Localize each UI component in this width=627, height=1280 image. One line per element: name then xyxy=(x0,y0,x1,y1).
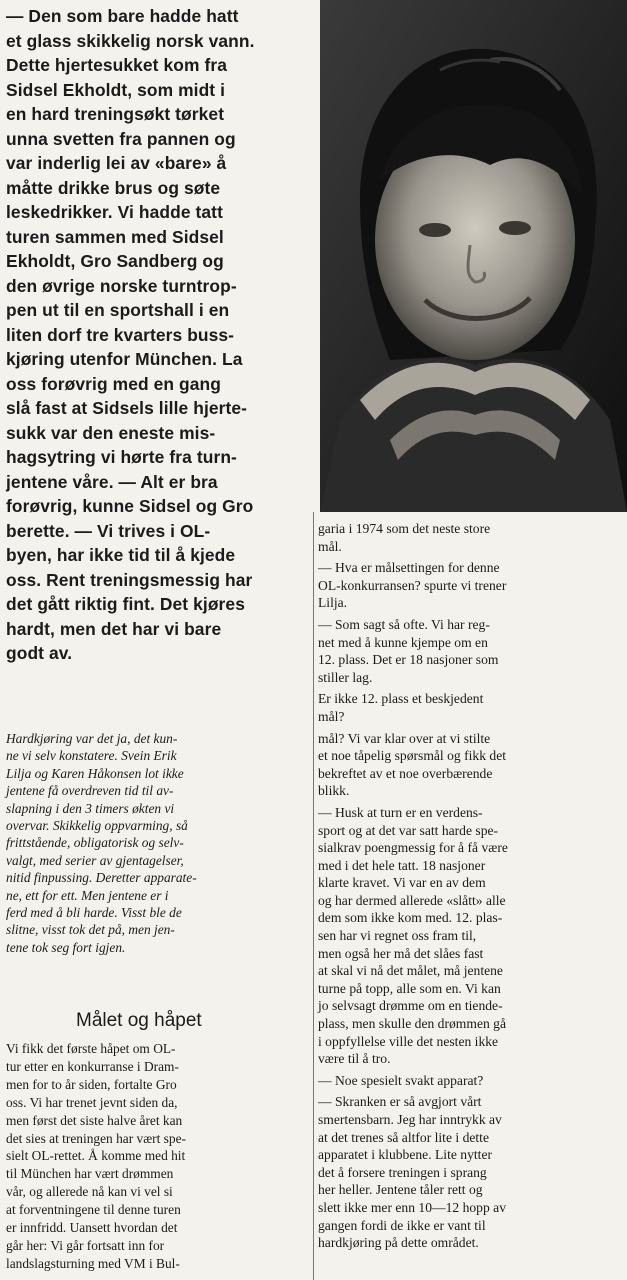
lede-line: forøvrig, kunne Sidsel og Gro xyxy=(6,496,254,516)
italic-line: nitid finpussing. Deretter apparate- xyxy=(6,870,197,886)
body-line: oss. Vi har trenet jevnt siden da, xyxy=(6,1094,178,1110)
right-body-text xyxy=(318,520,624,1252)
paragraph xyxy=(318,804,624,1068)
lede-line: måtte drikke brus og søte xyxy=(6,177,221,198)
body-line: — Hva er målsettingen for denne xyxy=(318,560,500,576)
paragraph xyxy=(318,690,624,725)
italic-line: frittstående, obligatorisk og selv- xyxy=(6,835,184,851)
body-line: hardkjøring på dette området. xyxy=(318,1235,479,1251)
lede-line: Ekholdt, Gro Sandberg og xyxy=(6,251,224,271)
lede-paragraph xyxy=(6,4,310,666)
body-line: det sies at treningen har vært spe- xyxy=(6,1130,186,1146)
lede-line: godt av. xyxy=(6,643,73,663)
body-line: sielt OL-rettet. Å komme med hit xyxy=(6,1148,186,1164)
body-line: apparatet i klubbene. Lite nytter xyxy=(318,1147,493,1163)
italic-line: valgt, med serier av gjentagelser, xyxy=(6,852,184,868)
italic-line: ferd med å bli harde. Visst ble de xyxy=(6,905,182,921)
lede-line: oss. Rent treningsmessig har xyxy=(6,569,253,590)
body-line: Er ikke 12. plass et beskjedent xyxy=(318,691,484,707)
body-line: går her: Vi går fortsatt inn for xyxy=(6,1237,165,1253)
lede-line: slå fast at Sidsels lille hjerte- xyxy=(6,398,248,418)
body-line: at skal vi nå det målet, må jentene xyxy=(318,963,503,979)
italic-line: slitne, visst tok det på, men jen- xyxy=(6,922,175,938)
body-line: det å forsere treningen i sprang xyxy=(318,1164,487,1180)
body-line: mål. xyxy=(318,538,342,554)
lede-line: Sidsel Ekholdt, som midt i xyxy=(6,79,226,100)
lede-line: den øvrige norske turntrop- xyxy=(6,275,237,296)
lede-line: oss forøvrig med en gang xyxy=(6,373,221,394)
italic-line: slapning i den 3 timers økten vi xyxy=(6,800,175,816)
lede-line: en hard treningsøkt tørket xyxy=(6,104,225,124)
body-line: sialkrav poengmessig for å få være xyxy=(318,840,508,856)
lede-line: unna svetten fra pannen og xyxy=(6,128,236,149)
body-line: plass, men skulle den drømmen gå xyxy=(318,1016,507,1032)
italic-line: ne vi selv konstatere. Svein Erik xyxy=(6,748,177,764)
body-line: til München har vært drømmen xyxy=(6,1166,174,1182)
body-line: at forventningene til denne turen xyxy=(6,1202,181,1218)
body-line: Vi fikk det første håpet om OL- xyxy=(6,1041,176,1056)
paragraph xyxy=(318,520,624,555)
body-line: blikk. xyxy=(318,783,350,799)
body-line: net med å kunne kjempe om en xyxy=(318,634,488,650)
italic-line: overvar. Skikkelig oppvarming, så xyxy=(6,818,188,834)
lede-line: Dette hjertesukket kom fra xyxy=(6,55,228,75)
left-body-text xyxy=(6,1040,310,1273)
lede-line: jentene våre. — Alt er bra xyxy=(6,471,218,492)
paragraph xyxy=(318,730,624,800)
body-line: slett ikke mer enn 10—12 hopp av xyxy=(318,1199,507,1215)
body-line: men først det siste halve året kan xyxy=(6,1112,183,1128)
body-line: garia i 1974 som det neste store xyxy=(318,521,491,536)
lede-line: pen ut til en sportshall i en xyxy=(6,300,230,320)
body-line: — Som sagt så ofte. Vi har reg- xyxy=(318,616,490,632)
body-line: i oppfyllelse ville det nesten ikke xyxy=(318,1033,499,1049)
body-line: men for to år siden, fortalte Gro xyxy=(6,1076,177,1092)
body-line: dem som ikke kom med. 12. plas- xyxy=(318,910,503,926)
body-line: at det trenes så altfor lite i dette xyxy=(318,1129,489,1145)
body-line: et noe tåpelig spørsmål og fikk det xyxy=(318,748,507,764)
body-line: — Noe spesielt svakt apparat? xyxy=(318,1072,484,1088)
lede-line: hagsytring vi hørte fra turn- xyxy=(6,447,237,467)
body-line: klarte kravet. Vi var en av dem xyxy=(318,875,486,891)
body-line: jo selvsagt drømme om en tiende- xyxy=(318,998,503,1014)
italic-line: ne, ett for ett. Men jentene er i xyxy=(6,887,169,903)
body-line: mål? Vi var klar over at vi stilte xyxy=(318,730,491,746)
body-line: sport og at det var satt harde spe- xyxy=(318,822,499,838)
lede-line: kjøring utenfor München. La xyxy=(6,349,243,369)
lede-line: var inderlig lei av «bare» å xyxy=(6,153,227,173)
body-line: er innfridd. Uansett hvordan det xyxy=(6,1220,178,1236)
italic-paragraph xyxy=(6,730,310,956)
lede-line: det gått riktig fint. Det kjøres xyxy=(6,594,245,614)
paragraph xyxy=(318,1072,624,1090)
body-line: her heller. Jentene tåler rett og xyxy=(318,1182,483,1198)
body-line: — Husk at turn er en verdens- xyxy=(318,804,483,820)
lede-line: byen, har ikke tid til å kjede xyxy=(6,545,236,565)
body-line: med i det hele tatt. 18 nasjoner xyxy=(318,857,486,873)
body-line: 12. plass. Det er 18 nasjoner som xyxy=(318,652,499,668)
body-line: tur etter en konkurranse i Dram- xyxy=(6,1058,179,1074)
body-line: sen har vi regnet oss fram til, xyxy=(318,928,477,944)
body-line: og har dermed allerede «slått» alle xyxy=(318,892,506,908)
body-line: smertensbarn. Jeg har inntrykk av xyxy=(318,1112,502,1127)
lede-line: sukk var den eneste mis- xyxy=(6,422,216,443)
lede-line: leskedrikker. Vi hadde tatt xyxy=(6,202,223,222)
lede-line: liten dorf tre kvarters buss- xyxy=(6,324,235,345)
lede-line: turen sammen med Sidsel xyxy=(6,226,224,247)
body-line: — Skranken er så avgjort vårt xyxy=(318,1094,482,1110)
body-line: stiller lag. xyxy=(318,669,373,685)
body-line: Lilja. xyxy=(318,595,348,611)
subheading: Målet og håpet xyxy=(76,1010,202,1031)
body-line: mål? xyxy=(318,708,345,724)
lede-line: hardt, men det har vi bare xyxy=(6,618,222,639)
body-line: vår, og allerede nå kan vi vel si xyxy=(6,1184,173,1200)
italic-line: jentene få overdreven tid til av- xyxy=(6,783,174,799)
body-line: turne på topp, alle som en. Vi kan xyxy=(318,980,501,996)
body-line: være til å tro. xyxy=(318,1051,391,1067)
paragraph xyxy=(318,1093,624,1251)
italic-line: tene tok seg fort igjen. xyxy=(6,939,126,955)
body-line: landslagsturning med VM i Bul- xyxy=(6,1255,180,1271)
paragraph xyxy=(318,559,624,612)
portrait-photo xyxy=(320,0,627,512)
italic-line: Hardkjøring var det ja, det kun- xyxy=(6,731,178,746)
lede-line: berette. — Vi trives i OL- xyxy=(6,520,211,541)
lede-line: et glass skikkelig norsk vann. xyxy=(6,30,255,51)
body-line: bekreftet av et noe overbærende xyxy=(318,765,493,781)
lede-line: — Den som bare hadde hatt xyxy=(6,6,239,26)
body-line: OL-konkurransen? spurte vi trener xyxy=(318,577,507,593)
body-line: gangen fordi de ikke er vant til xyxy=(318,1217,486,1233)
paragraph xyxy=(318,616,624,686)
column-rule xyxy=(313,512,314,1280)
body-line: men også her må det slåes fast xyxy=(318,945,484,961)
italic-line: Lilja og Karen Håkonsen lot ikke xyxy=(6,765,184,781)
